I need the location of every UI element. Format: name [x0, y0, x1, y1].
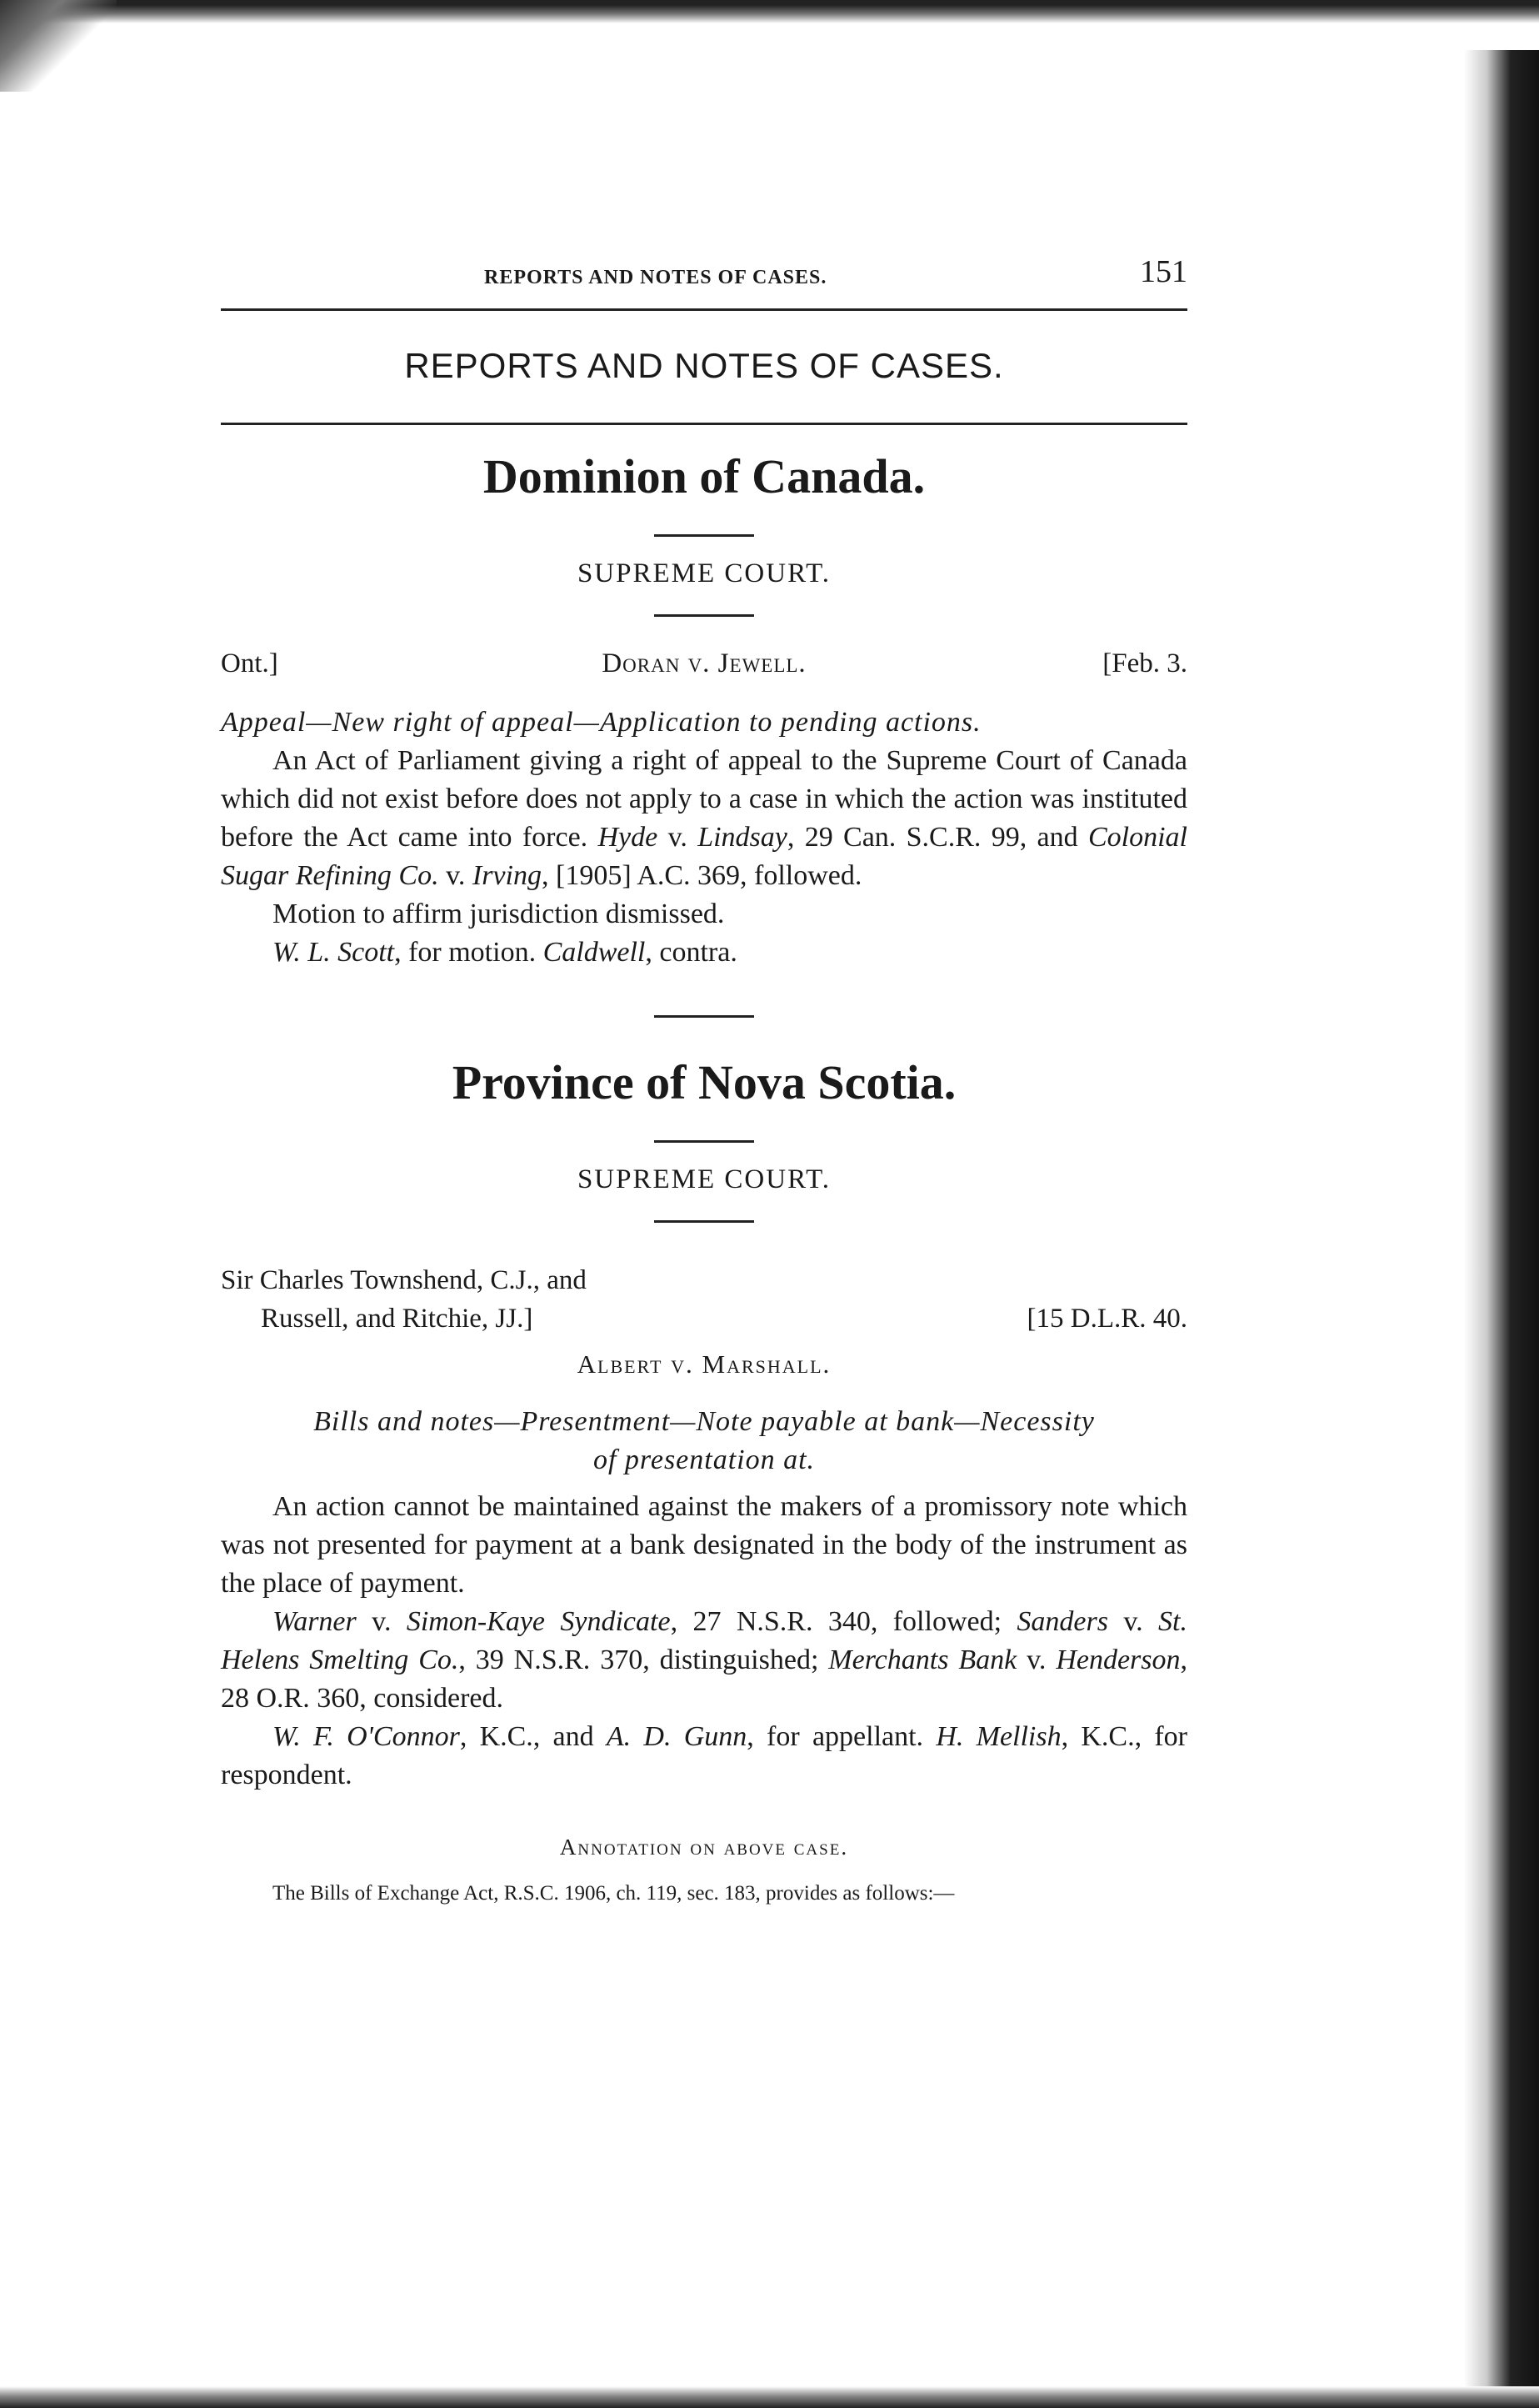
- book-page: [221, 250, 1187, 1909]
- dominion-heading: Dominion of Canada.: [482, 449, 926, 503]
- divider: [654, 1015, 754, 1018]
- nova-scotia-heading: Province of Nova Scotia.: [452, 1055, 957, 1109]
- disposition-paragraph: Motion to affirm jurisdiction dismissed.: [272, 899, 725, 929]
- judges-line-1: Sir Charles Townshend, C.J., and: [221, 1265, 587, 1295]
- counsel-paragraph: W. F. O'Connor, K.C., and A. D. Gunn, for appellant. H. Mellish, K.C., for respondent.: [221, 1721, 1187, 1790]
- divider: [654, 1220, 754, 1223]
- divider: [654, 534, 754, 537]
- running-title: REPORTS AND NOTES OF CASES.: [484, 267, 827, 288]
- authorities-paragraph: Warner v. Simon-Kaye Syndicate, 27 N.S.R. 340, followed; Sanders v. St. Helens Smelting Co., 39 N.S.R. 370, distinguished; Merchants Bank v. Henderson, 28 O.R. 360, considered.: [221, 1606, 1188, 1714]
- court-name: SUPREME COURT.: [577, 558, 832, 588]
- case-province: Ont.]: [221, 648, 278, 678]
- catchwords: Appeal—New right of appeal—Application to pending actions.: [221, 707, 982, 738]
- report-citation: [15 D.L.R. 40.: [1027, 1304, 1187, 1334]
- section-rule: [221, 423, 1187, 425]
- counsel-paragraph: W. L. Scott, for motion. Caldwell, contra.: [272, 937, 737, 968]
- case-parties: Doran v. Jewell.: [602, 648, 807, 678]
- catchwords-line-1: Bills and notes—Presentment—Note payable at bank—Necessity: [313, 1406, 1095, 1437]
- divider: [654, 1140, 754, 1143]
- page-number: 151: [1140, 254, 1187, 289]
- judges-line-2: Russell, and Ritchie, JJ.]: [261, 1304, 533, 1334]
- nova-scotia-section: [221, 1054, 1187, 1909]
- holding-paragraph: An action cannot be maintained against the makers of a promissory note which was not presented for payment at a bank designated in the body of the instrument as the place of payment.: [221, 1491, 1187, 1599]
- dominion-section: [221, 448, 1187, 972]
- scan-border-bottom: [0, 2386, 1539, 2408]
- section-title: REPORTS AND NOTES OF CASES.: [404, 346, 1004, 385]
- case-line: [221, 648, 1187, 690]
- divider: [654, 614, 754, 617]
- scan-shadow-corner: [0, 0, 117, 92]
- court-name: SUPREME COURT.: [577, 1164, 832, 1194]
- case-parties: Albert v. Marshall.: [577, 1349, 832, 1379]
- annotation-heading: Annotation on above case.: [559, 1835, 849, 1860]
- case-date: [Feb. 3.: [1102, 648, 1187, 678]
- running-head: [221, 250, 1187, 308]
- judges-block: [221, 1261, 1187, 1341]
- scan-border-right: [1464, 50, 1539, 2408]
- scan-border-top: [0, 0, 1539, 23]
- catchwords-line-2: of presentation at.: [592, 1444, 816, 1475]
- annotation-text: The Bills of Exchange Act, R.S.C. 1906, ch. 119, sec. 183, provides as follows:—: [272, 1882, 955, 1905]
- holding-paragraph: An Act of Parliament giving a right of appeal to the Supreme Court of Canada which did not exist before does not apply to a case in which the action was instituted before the Act came into force. Hyde v. Lindsay, 29 Can. S.C.R. 99, and Colonial Sugar Refining Co. v. Irving, [1905] A.C. 369, followed.: [221, 745, 1187, 891]
